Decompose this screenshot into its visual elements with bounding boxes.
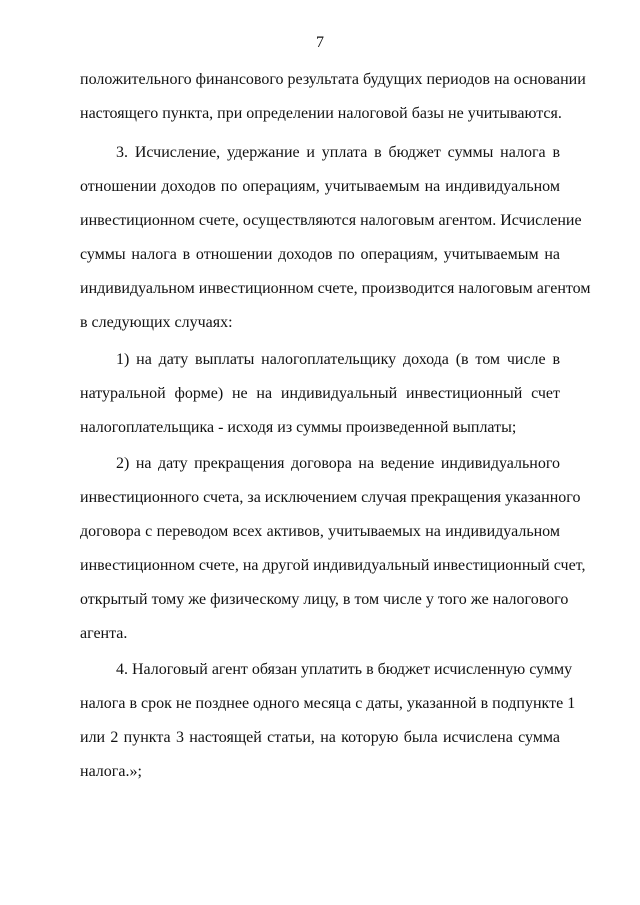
text-line: положительного финансового результата будущих периодов на основании (80, 71, 586, 88)
text-line: инвестиционном счете, осуществляются налоговым агентом. Исчисление (80, 212, 582, 229)
text-line: налога.»; (80, 763, 142, 780)
page-number: 7 (316, 34, 324, 51)
subitem-1-line: 1) на дату выплаты налогоплательщику дохода (в том числе в (116, 351, 560, 368)
text-line: налогоплательщика - исходя из суммы произведенной выплаты; (80, 419, 517, 436)
subitem-2-line: 2) на дату прекращения договора на ведение индивидуального (116, 455, 560, 472)
text-line: агента. (80, 625, 128, 642)
text-line: настоящего пункта, при определении налоговой базы не учитываются. (80, 105, 562, 122)
paragraph-4-line: 4. Налоговый агент обязан уплатить в бюджет исчисленную сумму (116, 661, 573, 678)
text-line: индивидуальном инвестиционном счете, производится налоговым агентом (80, 280, 591, 297)
text-line: суммы налога в отношении доходов по операциям, учитываемым на (80, 246, 560, 263)
text-line: отношении доходов по операциям, учитываемым на индивидуальном (80, 178, 560, 195)
text-line: натуральной форме) не на индивидуальный инвестиционный счет (80, 385, 560, 402)
text-line: в следующих случаях: (80, 314, 233, 331)
text-line: открытый тому же физическому лицу, в том числе у того же налогового (80, 591, 569, 608)
text-line: или 2 пункта 3 настоящей статьи, на которую была исчислена сумма (80, 729, 560, 746)
text-line: инвестиционном счете, на другой индивидуальный инвестиционный счет, (80, 557, 586, 574)
text-line: договора с переводом всех активов, учитываемых на индивидуальном (80, 523, 560, 540)
text-line: налога в срок не позднее одного месяца с даты, указанной в подпункте 1 (80, 695, 576, 712)
text-line: инвестиционного счета, за исключением случая прекращения указанного (80, 489, 581, 506)
paragraph-3-line: 3. Исчисление, удержание и уплата в бюджет суммы налога в (116, 144, 560, 161)
